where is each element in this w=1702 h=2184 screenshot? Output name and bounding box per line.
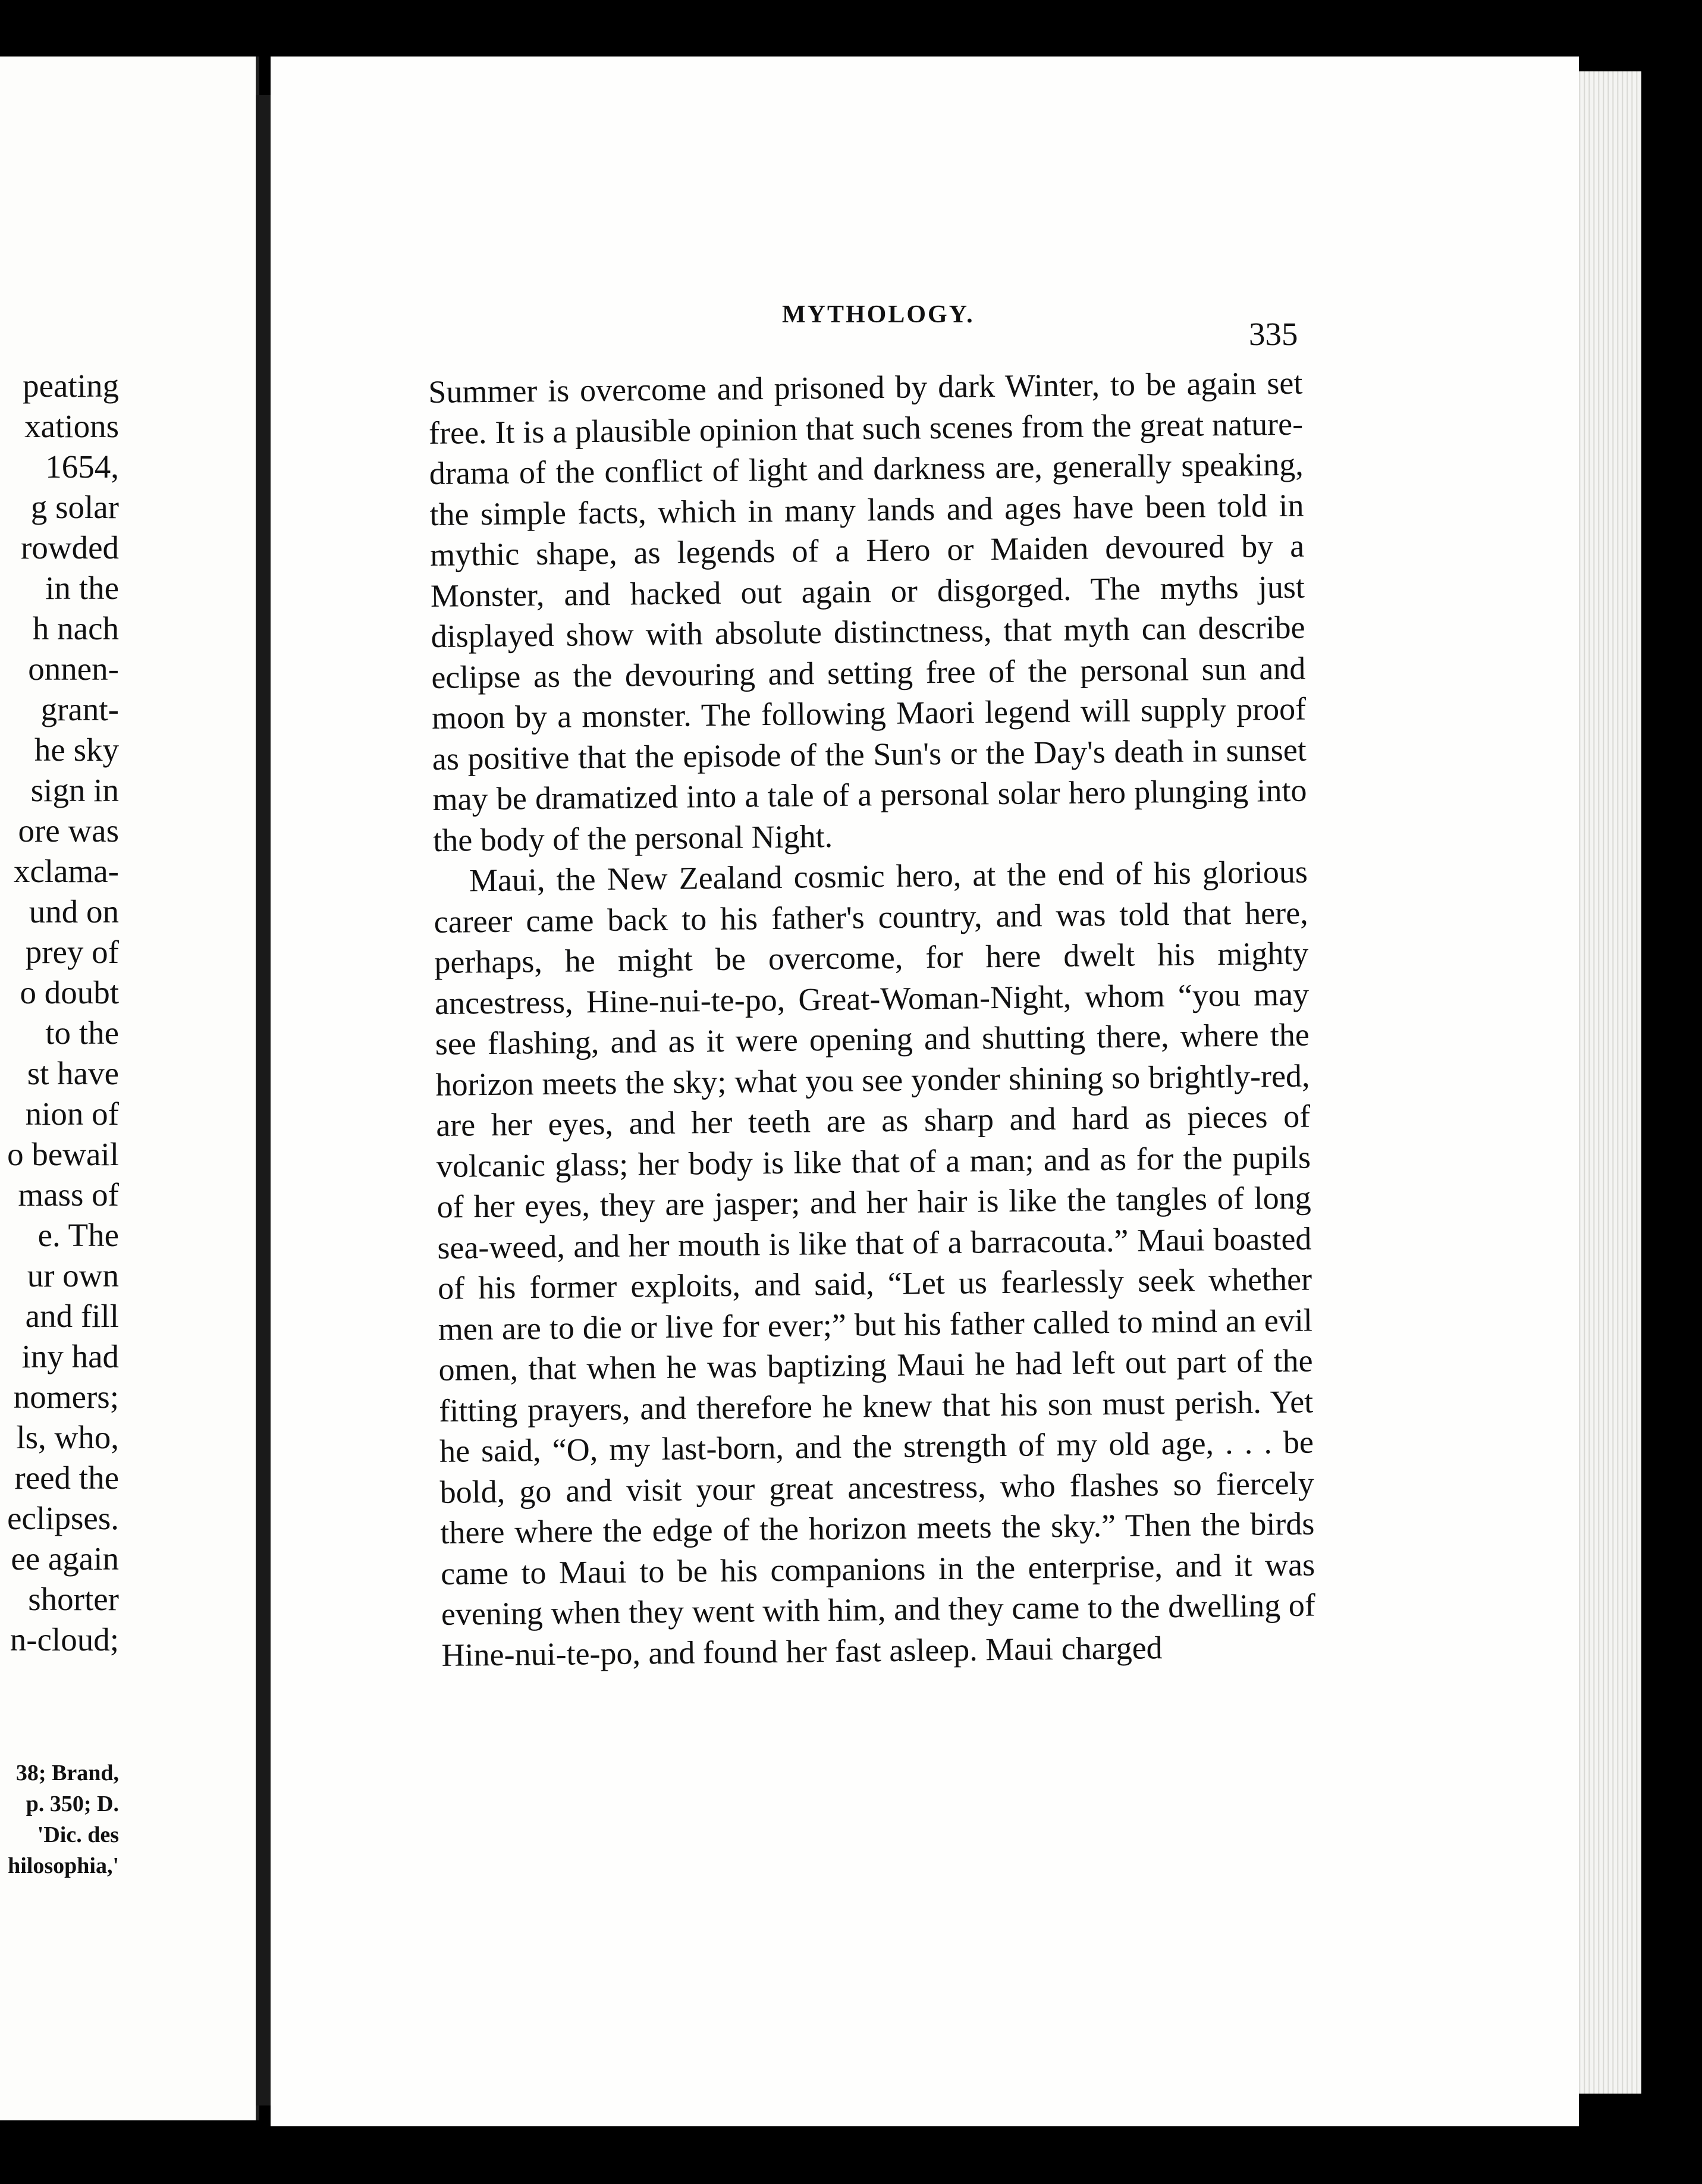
running-header: MYTHOLOGY. [782, 301, 975, 328]
left-page-line: ls, who, [16, 1419, 119, 1455]
left-page-line: onnen- [28, 651, 119, 687]
left-page-line: e. The [37, 1217, 119, 1253]
left-page-line: peating [23, 368, 119, 404]
left-page-line: h nach [32, 610, 119, 647]
left-page-line: nomers; [13, 1379, 119, 1415]
left-page-line: mass of [18, 1176, 119, 1213]
left-page-footnote-line: 38; Brand, [15, 1761, 119, 1786]
left-page-line: iny had [21, 1338, 119, 1375]
left-page-line: rowded [21, 529, 119, 566]
left-page-line: g solar [30, 489, 119, 525]
left-page-line: ur own [27, 1257, 119, 1294]
left-page-line: n-cloud; [10, 1621, 119, 1658]
left-page-line: reed the [14, 1460, 119, 1496]
left-page-line: xclama- [13, 853, 119, 889]
left-page-footnote-line: p. 350; D. [26, 1791, 119, 1816]
left-page [0, 57, 259, 2120]
page-number: 335 [1249, 316, 1298, 352]
left-page-line: he sky [34, 732, 119, 768]
left-page-line: 1654, [45, 448, 119, 485]
left-page-line: eclipses. [7, 1500, 119, 1536]
left-page-line: sign in [30, 772, 119, 808]
left-page-line: ee again [11, 1540, 119, 1577]
left-page-footnote-line: hilosophia,' [8, 1853, 119, 1878]
left-page-footnote-line: 'Dic. des [37, 1822, 119, 1847]
paragraph: Maui, the New Zealand cosmic hero, at the end of his glorious career came back to his father's country, and was told that here, perhaps, he might be overcome, for here dwelt his mighty ancestress, Hine-nui-te-po, Great-Woman-Night, whom “you may see flashing, and as it were opening and shutting there, where the horizon meets the sky; what you see yonder shining so brightly-red, are her eyes, and her teeth are as sharp and hard as pieces of volcanic glass; her body is like that of a man; and as for the pupils of her eyes, they are jasper; and her hair is like the tangles of long sea-weed, and her mouth is like that of a barracouta.” Maui boasted of his former exploits, and said, “Let us fearlessly seek whether men are to die or live for ever;” but his father called to mind an evil omen, that when he was baptizing Maui he had left out part of the fitting prayers, and therefore he knew that his son must perish. Yet he said, “O, my last-born, and the strength of my old age, . . . be bold, go and visit your great ancestress, who flashes so fiercely there where the edge of the horizon meets the sky.” Then the birds came to Maui to be his companions in the enterprise, and it was evening when they went with him, and they came to the dwelling of Hine-nui-te-po, and found her fast asleep. Maui charged [434, 853, 1316, 1673]
left-page-line: st have [27, 1055, 119, 1091]
left-page-line: o doubt [20, 974, 119, 1011]
left-page-line: xations [24, 408, 119, 444]
left-page-line: prey of [25, 934, 119, 970]
left-page-line: in the [45, 570, 119, 606]
left-page-text [0, 366, 256, 1660]
left-page-line: o bewail [7, 1136, 119, 1172]
left-page-line: nion of [25, 1096, 119, 1132]
paragraph: Summer is overcome and prisoned by dark Winter, to be again set free. It is a plausible opinion that such scenes from the great nature-drama of the conflict of light and darkness are, generally speaking, the simple facts, which in many lands and ages have been told in mythic shape, as legends of a Hero or Maiden devoured by a Monster, and hacked out again or disgorged. The myths just displayed show with absolute distinctness, that myth can describe eclipse as the devouring and setting free of the personal sun and moon by a monster. The following Maori legend will supply proof as positive that the episode of the Sun's or the Day's death in sunset may be dramatized into a tale of a personal solar hero plunging into the body of the personal Night. [428, 365, 1307, 858]
left-page-line: ore was [18, 812, 119, 849]
left-page-footnotes [0, 1758, 256, 1881]
left-page-line: shorter [28, 1581, 119, 1617]
body-text [428, 363, 1316, 1675]
left-page-line: and fill [25, 1298, 119, 1334]
left-page-line: to the [45, 1015, 119, 1051]
left-page-line: und on [29, 893, 119, 930]
left-page-line: grant- [40, 691, 119, 727]
